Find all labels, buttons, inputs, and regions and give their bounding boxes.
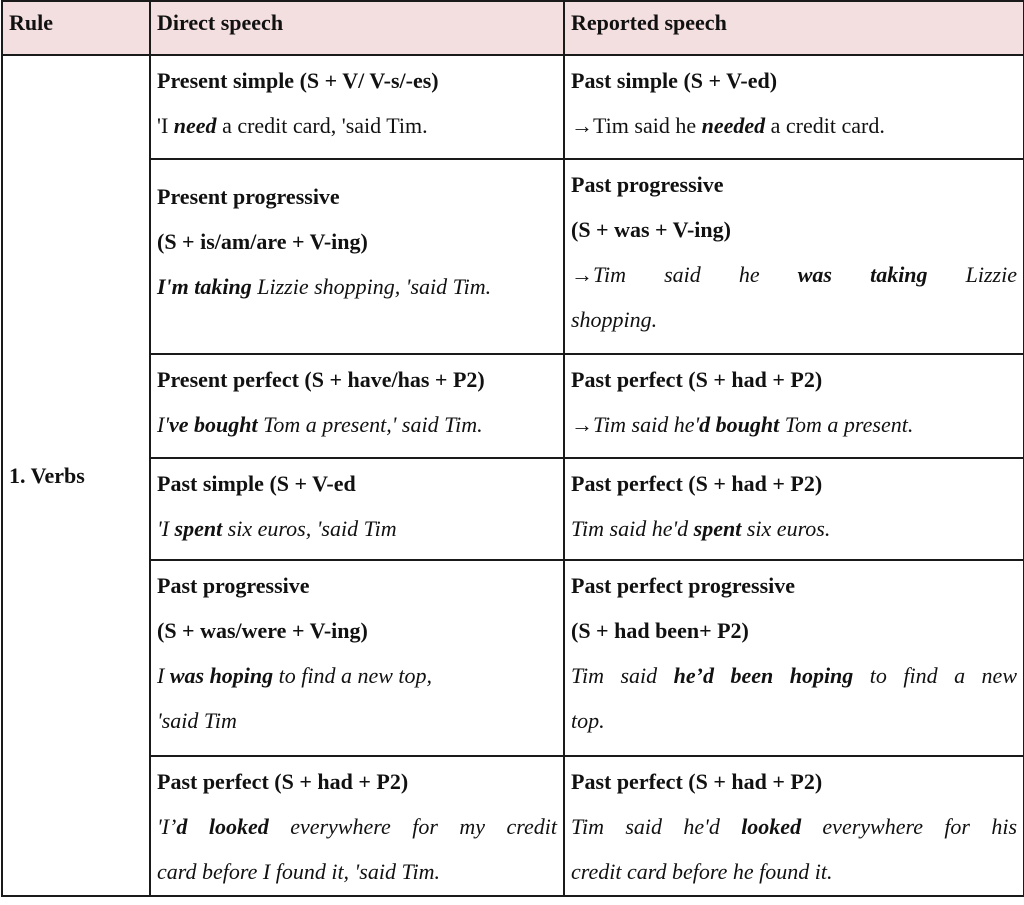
header-direct-speech: Direct speech: [150, 1, 564, 55]
example-sentence-cont: 'said Tim: [157, 708, 237, 733]
tense-heading: Present simple (S + V/ V-s/-es): [157, 68, 439, 93]
reported-cell: [564, 458, 1024, 560]
table-row: [2, 55, 1024, 159]
tense-heading: Past progressive: [157, 573, 310, 598]
tense-heading: Present perfect (S + have/has + P2): [157, 367, 485, 392]
direct-cell: [150, 458, 564, 560]
rule-cell: [2, 55, 150, 896]
table-row: [2, 756, 1024, 896]
direct-cell: [150, 354, 564, 458]
reported-cell: [564, 560, 1024, 756]
tense-formula: (S + was + V-ing): [571, 217, 731, 242]
example-sentence: I was hoping to find a new top,: [157, 663, 433, 688]
tense-formula: (S + was/were + V-ing): [157, 618, 368, 643]
tense-heading: Past perfect (S + had + P2): [571, 367, 823, 392]
example-sentence: I've bought Tom a present,' said Tim.: [157, 412, 483, 437]
tense-heading: Past simple (S + V-ed): [571, 68, 778, 93]
table-row: [2, 560, 1024, 756]
example-sentence: →Tim said he needed a credit card.: [571, 113, 885, 138]
example-sentence: 'I spent six euros, 'said Tim: [157, 516, 397, 541]
tense-formula: (S + had been+ P2): [571, 618, 749, 643]
example-sentence: 'I’d looked everywhere for my credit: [157, 814, 557, 839]
reported-cell: [564, 159, 1024, 354]
table-row: [2, 159, 1024, 354]
tense-formula: (S + is/am/are + V-ing): [157, 229, 368, 254]
header-reported-speech: Reported speech: [564, 1, 1024, 55]
tense-heading: Past progressive: [571, 172, 724, 197]
example-sentence: 'I need a credit card, 'said Tim.: [157, 113, 428, 138]
table-row: [2, 354, 1024, 458]
tense-heading: Past perfect (S + had + P2): [571, 471, 823, 496]
direct-cell: [150, 55, 564, 159]
example-sentence: Tim said he'd spent six euros.: [571, 516, 831, 541]
example-sentence: I'm taking Lizzie shopping, 'said Tim.: [157, 274, 492, 299]
example-sentence-cont: top.: [571, 708, 605, 733]
tense-heading: Past simple (S + V-ed: [157, 471, 356, 496]
tense-heading: Present progressive: [157, 184, 340, 209]
example-sentence: Tim said he'd looked everywhere for his: [571, 814, 1018, 839]
example-sentence-cont: card before I found it, 'said Tim.: [157, 859, 440, 884]
example-sentence: Tim said he’d been hoping to find a new: [571, 663, 1017, 688]
reported-cell: [564, 756, 1024, 896]
header-rule: Rule: [2, 1, 150, 55]
tense-heading: Past perfect (S + had + P2): [571, 769, 823, 794]
example-sentence: →Tim said he'd bought Tom a present.: [571, 412, 914, 437]
example-sentence: →Tim said he was taking Lizzie: [571, 262, 1017, 287]
example-sentence-cont: shopping.: [571, 307, 658, 332]
header-row: [2, 1, 1024, 55]
reported-cell: [564, 354, 1024, 458]
direct-cell: [150, 756, 564, 896]
direct-cell: [150, 159, 564, 354]
tense-heading: Past perfect progressive: [571, 573, 796, 598]
table-row: [2, 458, 1024, 560]
tense-heading: Past perfect (S + had + P2): [157, 769, 409, 794]
example-sentence-cont: credit card before he found it.: [571, 859, 833, 884]
reported-cell: [564, 55, 1024, 159]
direct-cell: [150, 560, 564, 756]
rule-label: 1. Verbs: [9, 462, 85, 488]
reported-speech-table: [1, 0, 1024, 897]
